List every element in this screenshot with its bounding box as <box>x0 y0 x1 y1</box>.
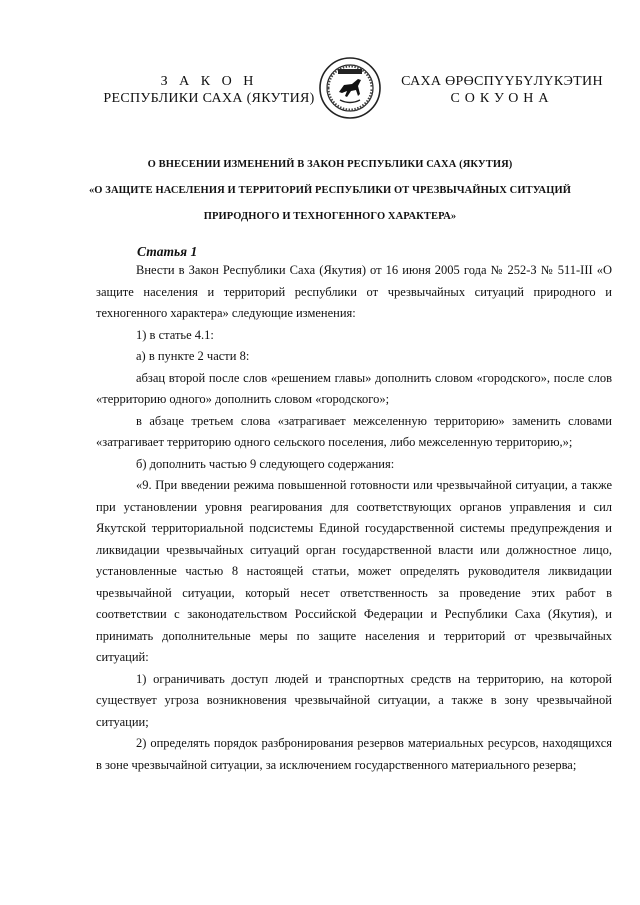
coat-of-arms-emblem-icon <box>318 56 382 120</box>
document-body <box>96 260 612 776</box>
paragraph: Внести в Закон Республики Саха (Якутия) от 16 июня 2005 года № 252-З № 511-III «О защите населения и территорий республики от чрезвычайных ситуаций природного и техногенного характера» следующие изменения: <box>96 263 612 320</box>
paragraph: б) дополнить частью 9 следующего содержания: <box>136 456 395 471</box>
paragraph: в абзаце третьем слова «затрагивает межселенную территорию» заменить словами «затрагивает территорию одного сельского поселения, либо межселенную территорию,»; <box>96 413 612 449</box>
paragraph: «9. При введении режима повышенной готовности или чрезвычайной ситуации, а также при установлении уровня реагирования для соответствующих органов управления и сил Якутской территориальной подсистемы Единой государственной системы предупреждения и ликвидации чрезвычайных ситуаций орган государственной власти или должностное лицо, установленные частью 8 настоящей статьи, может определять руководителя ликвидации чрезвычайной ситуации, который несет ответственность за проведение этих работ в соответствии с законодательством Российской Федерации и Республики Саха (Якутия), и принимать дополнительные меры по защите населения и территорий от чрезвычайных ситуаций: <box>96 478 612 664</box>
paragraph: а) в пункте 2 части 8: <box>136 349 250 363</box>
header-left-line2: РЕСПУБЛИКИ САХА (ЯКУТИЯ) <box>103 91 315 106</box>
header-right <box>386 73 618 107</box>
title-line2: «О ЗАЩИТЕ НАСЕЛЕНИЯ И ТЕРРИТОРИЙ РЕСПУБЛИКИ ОТ ЧРЕЗВЫЧАЙНЫХ СИТУАЦИЙ <box>88 185 572 196</box>
paragraph: абзац второй после слов «решением главы» дополнить словом «городского», после слов «территорию одного» дополнить словом «городского»; <box>96 370 612 406</box>
document-title <box>80 152 580 230</box>
paragraph: 2) определять порядок разбронирования резервов материальных ресурсов, находящихся в зоне чрезвычайной ситуации, за исключением государственного материального резерва; <box>96 736 612 772</box>
title-line3: ПРИРОДНОГО И ТЕХНОГЕННОГО ХАРАКТЕРА» <box>203 211 457 222</box>
article-heading: Статья 1 <box>137 244 198 259</box>
header-right-line1: САХА ӨРӨСПҮҮБҮЛҮКЭТИН <box>401 74 603 89</box>
header-left-line1: З А К О Н <box>160 74 258 89</box>
paragraph: 1) ограничивать доступ людей и транспортных средств на территорию, на которой существует угроза возникновения чрезвычайной ситуации, а также в зону чрезвычайной ситуации; <box>96 671 612 729</box>
title-line1: О ВНЕСЕНИИ ИЗМЕНЕНИЙ В ЗАКОН РЕСПУБЛИКИ САХА (ЯКУТИЯ) <box>147 159 513 170</box>
header-left <box>96 73 322 107</box>
paragraph: 1) в статье 4.1: <box>136 327 214 342</box>
header-right-line2: СОКУОНА <box>450 91 554 106</box>
